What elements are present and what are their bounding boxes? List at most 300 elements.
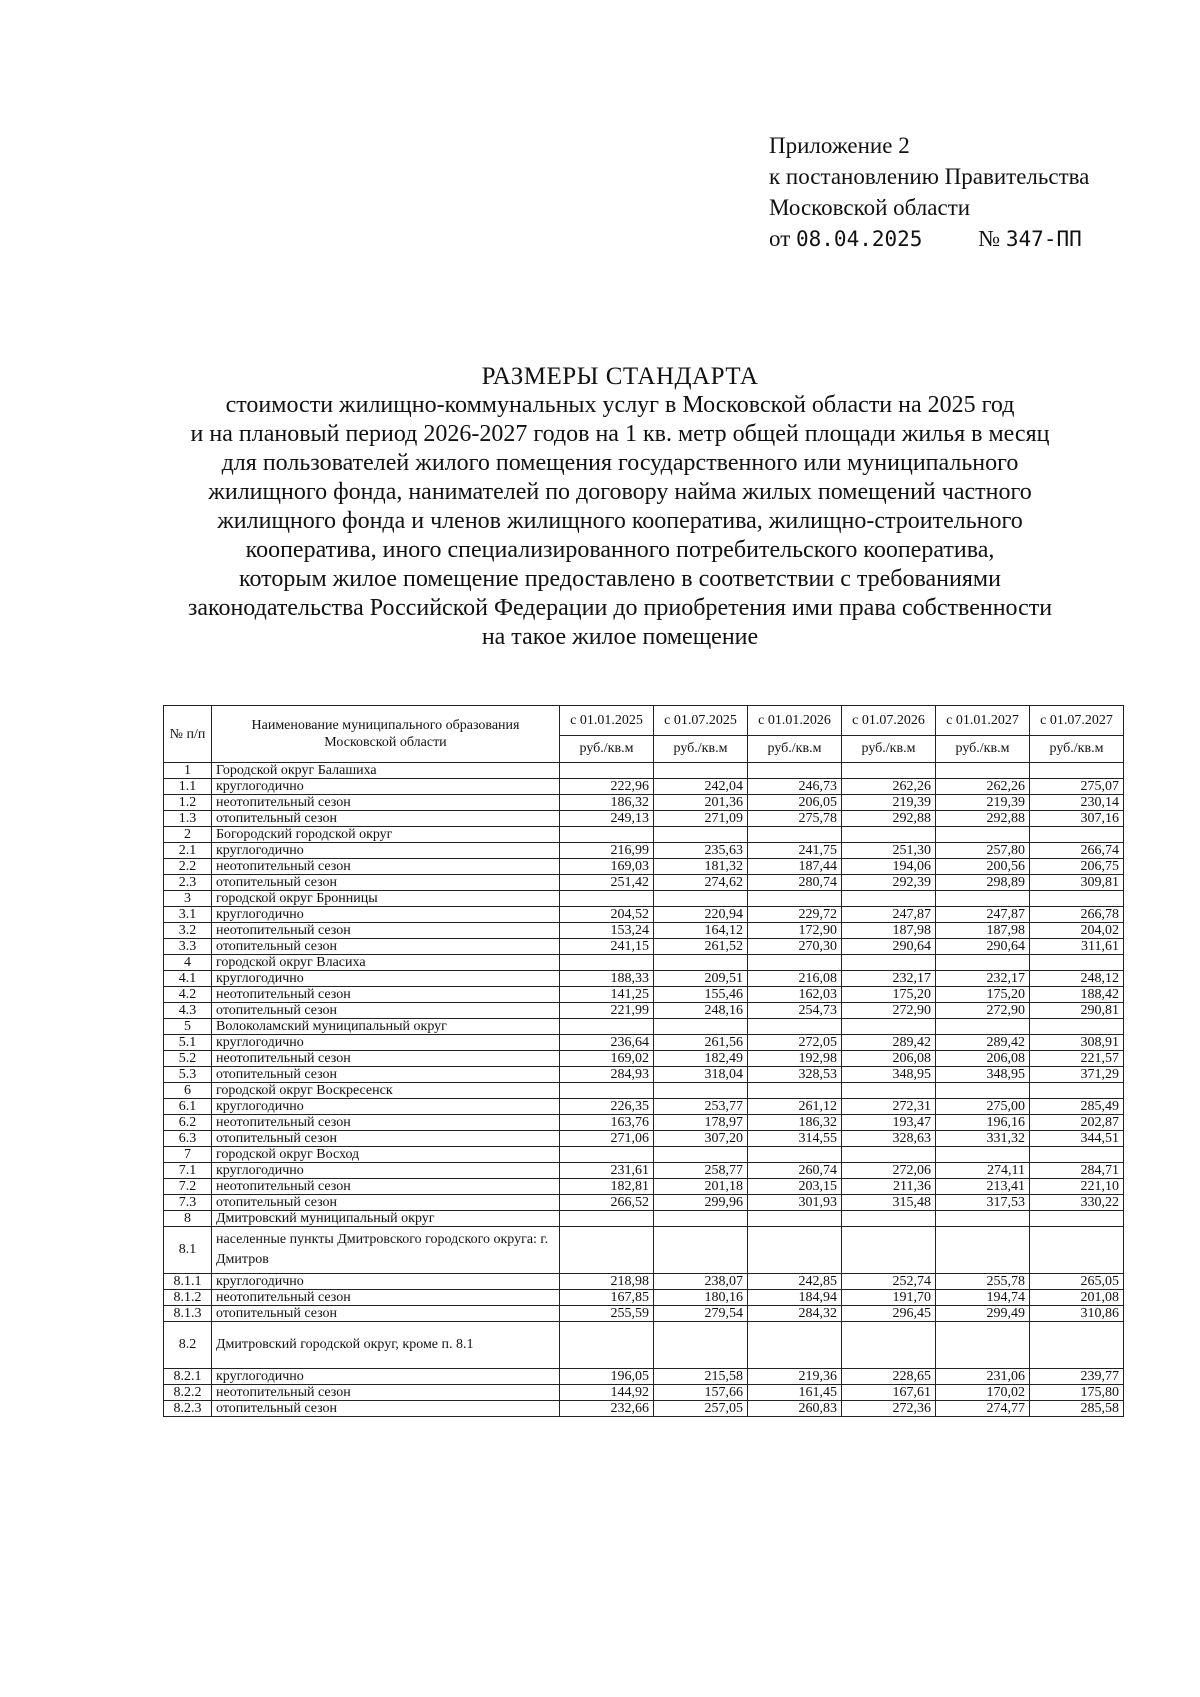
table-row [164,1322,1124,1369]
table-row [164,843,1124,859]
row-value: 182,49 [654,1051,748,1067]
row-value [936,827,1030,843]
row-value: 228,65 [842,1369,936,1385]
row-value: 231,06 [936,1369,1030,1385]
row-value: 141,25 [560,987,654,1003]
row-value: 275,07 [1030,779,1124,795]
row-value: 262,26 [936,779,1030,795]
row-value: 292,39 [842,875,936,891]
row-value: 194,74 [936,1290,1030,1306]
row-name: круглогодично [212,1163,560,1179]
row-value [842,827,936,843]
row-value: 284,93 [560,1067,654,1083]
row-number: 6 [164,1083,212,1099]
row-value: 249,13 [560,811,654,827]
row-number: 5.3 [164,1067,212,1083]
row-number: 4.2 [164,987,212,1003]
row-value: 222,96 [560,779,654,795]
row-value: 219,36 [748,1369,842,1385]
row-value: 257,05 [654,1401,748,1417]
row-value: 153,24 [560,923,654,939]
row-name: отопительный сезон [212,1401,560,1417]
row-value: 260,83 [748,1401,842,1417]
decree-number: 347-ПП [1005,227,1082,251]
table-row [164,875,1124,891]
row-value: 188,42 [1030,987,1124,1003]
row-value: 167,61 [842,1385,936,1401]
row-value: 219,39 [936,795,1030,811]
row-value: 262,26 [842,779,936,795]
row-name: круглогодично [212,1035,560,1051]
row-number: 8 [164,1211,212,1227]
row-value: 257,80 [936,843,1030,859]
row-value: 251,42 [560,875,654,891]
table-row [164,907,1124,923]
row-value: 299,96 [654,1195,748,1211]
row-value [560,1147,654,1163]
title-line: кооператива, иного специализированного потребительского кооператива, [245,537,995,563]
row-name: городской округ Власиха [212,955,560,971]
row-value [748,955,842,971]
title-line: для пользователей жилого помещения государственного или муниципального [221,450,1019,476]
decree-date: 08.04.2025 [796,227,923,251]
row-value [936,1211,1030,1227]
row-value: 175,20 [842,987,936,1003]
row-value: 216,08 [748,971,842,987]
table-row [164,971,1124,987]
row-value: 274,11 [936,1163,1030,1179]
row-number: 4.3 [164,1003,212,1019]
table-row [164,811,1124,827]
row-name: отопительный сезон [212,1195,560,1211]
row-value [842,1147,936,1163]
row-value [654,763,748,779]
row-value: 314,55 [748,1131,842,1147]
table-row [164,1083,1124,1099]
row-name: неотопительный сезон [212,923,560,939]
row-value: 204,52 [560,907,654,923]
row-value [842,1083,936,1099]
row-number: 6.1 [164,1099,212,1115]
row-value: 248,16 [654,1003,748,1019]
row-name: Дмитровский муниципальный округ [212,1211,560,1227]
row-value: 187,98 [842,923,936,939]
row-value: 261,12 [748,1099,842,1115]
row-value [560,1019,654,1035]
table-row [164,1290,1124,1306]
row-value [1030,1083,1124,1099]
row-value: 196,16 [936,1115,1030,1131]
row-value: 272,90 [842,1003,936,1019]
row-value: 180,16 [654,1290,748,1306]
row-value [560,827,654,843]
row-value: 186,32 [560,795,654,811]
row-value [1030,891,1124,907]
row-value: 292,88 [842,811,936,827]
row-name: отопительный сезон [212,939,560,955]
row-value: 175,80 [1030,1385,1124,1401]
row-value: 194,06 [842,859,936,875]
row-number: 5.2 [164,1051,212,1067]
row-value: 239,77 [1030,1369,1124,1385]
row-value [842,1211,936,1227]
table-row [164,1195,1124,1211]
row-number: 1.2 [164,795,212,811]
row-number: 5 [164,1019,212,1035]
header-period: с 01.07.2025 [654,706,748,736]
row-value: 192,98 [748,1051,842,1067]
row-value: 344,51 [1030,1131,1124,1147]
row-value: 182,81 [560,1179,654,1195]
title-heading: РАЗМЕРЫ СТАНДАРТА [481,363,759,390]
row-value: 191,70 [842,1290,936,1306]
date-prefix: от [769,226,791,251]
row-value: 216,99 [560,843,654,859]
header-period: с 01.01.2025 [560,706,654,736]
row-value [560,891,654,907]
row-number: 8.1.3 [164,1306,212,1322]
row-value: 371,29 [1030,1067,1124,1083]
row-value [936,1322,1030,1369]
row-value [654,955,748,971]
row-value: 331,32 [936,1131,1030,1147]
table-row [164,795,1124,811]
row-value: 317,53 [936,1195,1030,1211]
row-value: 261,56 [654,1035,748,1051]
row-name: отопительный сезон [212,1131,560,1147]
document-title [150,362,1090,652]
row-name: неотопительный сезон [212,1115,560,1131]
unit-label: руб./кв.м [654,735,748,762]
row-value [1030,955,1124,971]
row-value [1030,1019,1124,1035]
header-period: с 01.01.2026 [748,706,842,736]
table-row [164,1179,1124,1195]
row-value: 330,22 [1030,1195,1124,1211]
row-number: 1.1 [164,779,212,795]
row-value: 299,49 [936,1306,1030,1322]
row-value [1030,1147,1124,1163]
row-value: 292,88 [936,811,1030,827]
row-number: 3.3 [164,939,212,955]
appendix-date-line [769,223,1089,255]
row-name: неотопительный сезон [212,1051,560,1067]
row-value: 290,64 [842,939,936,955]
row-value: 232,17 [936,971,1030,987]
table-row [164,827,1124,843]
row-name: отопительный сезон [212,811,560,827]
row-number: 8.2.1 [164,1369,212,1385]
row-name: круглогодично [212,779,560,795]
row-value: 162,03 [748,987,842,1003]
title-line: жилищного фонда, нанимателей по договору найма жилых помещений частного [208,479,1032,505]
row-value: 230,14 [1030,795,1124,811]
row-name: Богородский городской округ [212,827,560,843]
row-value: 296,45 [842,1306,936,1322]
row-value: 169,02 [560,1051,654,1067]
header-period: с 01.01.2027 [936,706,1030,736]
row-value: 298,89 [936,875,1030,891]
row-value: 232,66 [560,1401,654,1417]
row-value: 309,81 [1030,875,1124,891]
row-value: 246,73 [748,779,842,795]
number-prefix: № [978,226,1001,251]
table-row [164,859,1124,875]
tariff-table [163,705,1124,1417]
table-row [164,1051,1124,1067]
row-value: 272,31 [842,1099,936,1115]
row-value: 241,15 [560,939,654,955]
row-number: 2 [164,827,212,843]
row-number: 8.2.3 [164,1401,212,1417]
row-value: 284,71 [1030,1163,1124,1179]
title-line: стоимости жилищно-коммунальных услуг в Московской области на 2025 год [225,392,1015,418]
row-value: 348,95 [936,1067,1030,1083]
row-name: круглогодично [212,907,560,923]
row-value [936,1147,1030,1163]
appendix-block [769,130,1089,255]
row-value: 328,53 [748,1067,842,1083]
header-name: Наименование муниципального образования Московской области [212,706,560,763]
row-value: 188,33 [560,971,654,987]
row-value: 213,41 [936,1179,1030,1195]
row-name: отопительный сезон [212,875,560,891]
row-value [560,1322,654,1369]
header-period: с 01.07.2026 [842,706,936,736]
row-value: 155,46 [654,987,748,1003]
row-value: 284,32 [748,1306,842,1322]
row-value: 235,63 [654,843,748,859]
row-value [748,1211,842,1227]
row-value: 247,87 [936,907,1030,923]
row-value: 206,75 [1030,859,1124,875]
row-value: 255,59 [560,1306,654,1322]
table-row [164,1003,1124,1019]
row-value: 251,30 [842,843,936,859]
row-value: 272,90 [936,1003,1030,1019]
row-value: 279,54 [654,1306,748,1322]
row-name: отопительный сезон [212,1306,560,1322]
unit-label: руб./кв.м [842,735,936,762]
row-name: круглогодично [212,843,560,859]
row-number: 7.3 [164,1195,212,1211]
row-value: 254,73 [748,1003,842,1019]
row-value [560,1083,654,1099]
row-value: 218,98 [560,1274,654,1290]
row-value: 186,32 [748,1115,842,1131]
title-line: на такое жилое помещение [481,624,759,650]
row-value: 215,58 [654,1369,748,1385]
row-number: 6.2 [164,1115,212,1131]
table-row [164,1163,1124,1179]
table-row [164,1227,1124,1274]
header-period: с 01.07.2027 [1030,706,1124,736]
row-value [560,955,654,971]
row-value: 193,47 [842,1115,936,1131]
row-value: 221,10 [1030,1179,1124,1195]
row-value [936,763,1030,779]
row-value: 255,78 [936,1274,1030,1290]
row-value: 201,18 [654,1179,748,1195]
row-value: 202,87 [1030,1115,1124,1131]
row-value [748,1322,842,1369]
table-row [164,1115,1124,1131]
row-value: 206,08 [842,1051,936,1067]
row-value [748,1083,842,1099]
row-name: неотопительный сезон [212,859,560,875]
row-value: 318,04 [654,1067,748,1083]
row-value [1030,827,1124,843]
row-number: 2.3 [164,875,212,891]
row-value [842,891,936,907]
appendix-line-1: Приложение 2 [769,133,910,158]
table-row [164,923,1124,939]
table-row [164,939,1124,955]
row-value: 311,61 [1030,939,1124,955]
row-number: 3.1 [164,907,212,923]
row-value: 265,05 [1030,1274,1124,1290]
row-value: 275,78 [748,811,842,827]
table-row [164,1019,1124,1035]
row-number: 4.1 [164,971,212,987]
row-value [1030,1211,1124,1227]
row-number: 7 [164,1147,212,1163]
table-row [164,1067,1124,1083]
row-value: 221,57 [1030,1051,1124,1067]
table-row [164,987,1124,1003]
unit-label: руб./кв.м [748,735,842,762]
row-value [560,1227,654,1274]
row-number: 7.1 [164,1163,212,1179]
row-value [654,1083,748,1099]
row-value: 201,36 [654,795,748,811]
row-value [842,1019,936,1035]
row-value: 274,62 [654,875,748,891]
table-row [164,891,1124,907]
row-value: 161,45 [748,1385,842,1401]
table-row [164,1274,1124,1290]
row-value [654,1227,748,1274]
row-value [842,1227,936,1274]
row-value [654,827,748,843]
row-value: 274,77 [936,1401,1030,1417]
row-value: 252,74 [842,1274,936,1290]
row-value: 204,02 [1030,923,1124,939]
row-value: 348,95 [842,1067,936,1083]
row-value: 275,00 [936,1099,1030,1115]
row-value: 266,52 [560,1195,654,1211]
row-value: 307,20 [654,1131,748,1147]
row-value: 163,76 [560,1115,654,1131]
row-value [654,1211,748,1227]
row-name: отопительный сезон [212,1067,560,1083]
row-name: круглогодично [212,971,560,987]
row-name: неотопительный сезон [212,1179,560,1195]
row-value [748,1227,842,1274]
table-body [164,763,1124,1417]
row-value [654,891,748,907]
row-name: круглогодично [212,1099,560,1115]
row-number: 5.1 [164,1035,212,1051]
row-value: 242,85 [748,1274,842,1290]
row-value: 266,74 [1030,843,1124,859]
row-number: 1 [164,763,212,779]
row-value: 144,92 [560,1385,654,1401]
row-value [936,955,1030,971]
table-row [164,763,1124,779]
row-name: неотопительный сезон [212,1385,560,1401]
row-name: городской округ Восход [212,1147,560,1163]
row-value: 167,85 [560,1290,654,1306]
row-number: 8.1.1 [164,1274,212,1290]
appendix-line-3: Московской области [769,195,971,220]
row-value [654,1322,748,1369]
row-value: 289,42 [842,1035,936,1051]
row-value: 260,74 [748,1163,842,1179]
row-value: 172,90 [748,923,842,939]
row-value [748,763,842,779]
row-value: 272,36 [842,1401,936,1417]
row-number: 2.2 [164,859,212,875]
row-value: 261,52 [654,939,748,955]
row-value: 285,58 [1030,1401,1124,1417]
row-value: 242,04 [654,779,748,795]
row-name: неотопительный сезон [212,1290,560,1306]
row-value: 200,56 [936,859,1030,875]
row-value [1030,763,1124,779]
row-number: 7.2 [164,1179,212,1195]
table-row [164,1306,1124,1322]
row-value [560,763,654,779]
table-row [164,1385,1124,1401]
row-number: 8.1.2 [164,1290,212,1306]
row-value: 289,42 [936,1035,1030,1051]
row-value: 164,12 [654,923,748,939]
row-value: 248,12 [1030,971,1124,987]
row-value: 229,72 [748,907,842,923]
table-row [164,955,1124,971]
row-value: 201,08 [1030,1290,1124,1306]
row-value [748,891,842,907]
row-value: 211,36 [842,1179,936,1195]
row-value: 187,44 [748,859,842,875]
row-value: 301,93 [748,1195,842,1211]
row-value: 280,74 [748,875,842,891]
row-value [560,1211,654,1227]
row-number: 8.2.2 [164,1385,212,1401]
row-value: 203,15 [748,1179,842,1195]
row-name: отопительный сезон [212,1003,560,1019]
row-number: 6.3 [164,1131,212,1147]
row-value: 175,20 [936,987,1030,1003]
row-value: 220,94 [654,907,748,923]
row-value [654,1147,748,1163]
title-line: которым жилое помещение предоставлено в соответствии с требованиями [239,566,1001,592]
table-row [164,1211,1124,1227]
row-value: 187,98 [936,923,1030,939]
row-value: 221,99 [560,1003,654,1019]
row-number: 1.3 [164,811,212,827]
row-value: 258,77 [654,1163,748,1179]
row-name: Волоколамский муниципальный округ [212,1019,560,1035]
row-value: 271,06 [560,1131,654,1147]
table-row [164,1035,1124,1051]
row-value: 236,64 [560,1035,654,1051]
row-value: 315,48 [842,1195,936,1211]
row-value: 157,66 [654,1385,748,1401]
header-row [164,706,1124,736]
row-value: 271,09 [654,811,748,827]
